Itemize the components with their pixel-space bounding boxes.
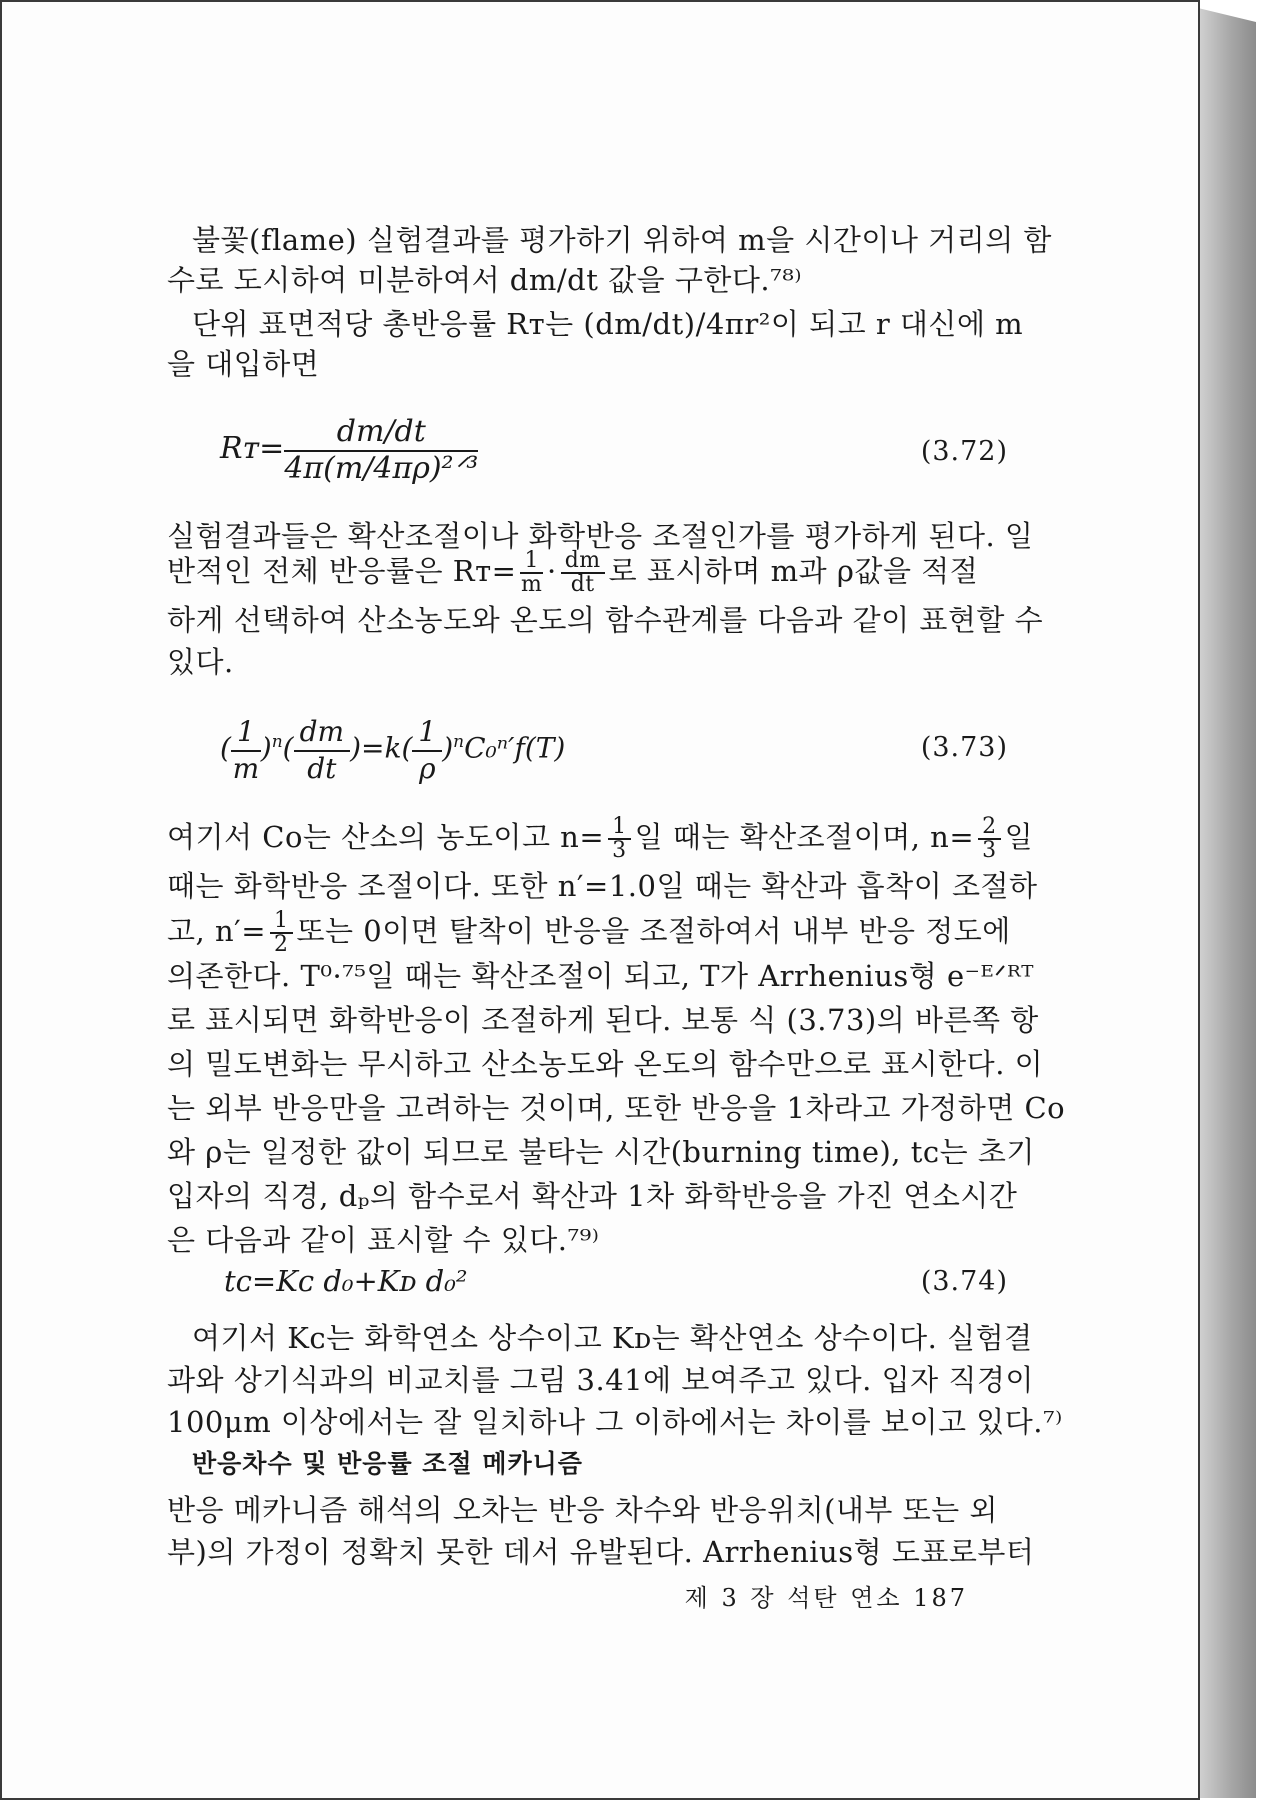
fraction-denominator: m (521, 572, 543, 597)
section-heading: 반응차수 및 반응률 조절 메카니즘 (192, 1449, 583, 1478)
text-line: 반적인 전체 반응률은 Rᴛ= $\frac{1}{m}$ · $\frac{dm}{dt}$ 로 표시하며 m과 ρ값을 적절 (167, 548, 979, 597)
fraction-denominator: ρ (419, 752, 436, 785)
equation-3-72 (220, 414, 478, 486)
inline-fraction (608, 816, 631, 862)
fraction-numerator: dm/dt (284, 414, 478, 452)
text-line: 로 표시되면 화학반응이 조절하게 된다. 보통 식 (3.73)의 바른쪽 항 (167, 1003, 1039, 1037)
text-segment: 로 표시하며 m과 ρ값을 적절 (608, 554, 979, 588)
page-edge-shadow (1198, 8, 1256, 1798)
text-line: 때는 화학반응 조절이다. 또한 n′=1.0일 때는 확산과 흡착이 조절하 (167, 869, 1038, 903)
fraction-numerator: 2 (978, 816, 1001, 840)
text-line: 여기서 Kᴄ는 화학연소 상수이고 Kᴅ는 확산연소 상수이다. 실험결 (192, 1321, 1033, 1355)
equation-3-73: ( $\frac{1}{m}$ )$^n$( $\frac{dm}{dt}$ )=k( $\frac{1}{\rho}$ )$^n$C₀ⁿ′f(T) (220, 715, 566, 785)
inline-fraction (978, 816, 1001, 862)
text-line: 있다. (167, 645, 234, 679)
equation-segment: =k (361, 731, 402, 765)
inline-fraction (520, 550, 543, 596)
text-segment: 일 때는 확산조절이며, n= (634, 820, 975, 854)
text-line: 의 밀도변화는 무시하고 산소농도와 온도의 함수만으로 표시한다. 이 (167, 1047, 1044, 1081)
text-segment: 반적인 전체 반응률은 Rᴛ= (167, 554, 517, 588)
text-line: 수로 도시하여 미분하여서 dm/dt 값을 구한다.⁷⁸⁾ (167, 263, 802, 297)
fraction-numerator: dm (294, 714, 350, 752)
fraction-denominator: 3 (982, 838, 997, 863)
text-segment: 일 (1004, 820, 1034, 854)
text-line: 는 외부 반응만을 고려하는 것이며, 또한 반응을 1차라고 가정하면 Co (167, 1091, 1066, 1125)
text-line: 실험결과들은 확산조절이나 화학반응 조절인가를 평가하게 된다. 일 (167, 519, 1034, 553)
text-segment: 고, n′= (167, 914, 267, 948)
text-line: 부)의 가정이 정확치 못한 데서 유발된다. Arrhenius형 도표로부터 (167, 1535, 1035, 1569)
text-line: 의존한다. T⁰·⁷⁵일 때는 확산조절이 되고, T가 Arrhenius형 e⁻ᴱᐟᴿᵀ (167, 959, 1034, 993)
fraction-numerator: 1 (412, 714, 442, 752)
text-line: 입자의 직경, dₚ의 함수로서 확산과 1차 화학반응을 가진 연소시간 (167, 1179, 1018, 1213)
text-segment: 여기서 Co는 산소의 농도이고 n= (167, 820, 605, 854)
fraction-numerator: 1 (520, 550, 543, 574)
text-line: 하게 선택하여 산소농도와 온도의 함수관계를 다음과 같이 표현할 수 (167, 603, 1044, 637)
fraction-numerator: 1 (270, 910, 293, 934)
equation-number: (3.74) (920, 1266, 1008, 1297)
fraction-numerator: 1 (231, 714, 261, 752)
text-line: 은 다음과 같이 표시할 수 있다.⁷⁹⁾ (167, 1223, 600, 1257)
text-line: 100μm 이상에서는 잘 일치하나 그 이하에서는 차이를 보이고 있다.⁷⁾ (167, 1405, 1063, 1439)
text-line: 불꽃(flame) 실험결과를 평가하기 위하여 m을 시간이나 거리의 함 (192, 223, 1052, 257)
inline-fraction (561, 550, 605, 596)
equation-fraction (284, 414, 478, 486)
equation-number: (3.72) (920, 436, 1008, 467)
equation-fraction (294, 714, 350, 786)
fraction-denominator: m (232, 752, 260, 785)
exponent: n (271, 732, 283, 753)
text-line (167, 910, 1011, 956)
text-line: 와 ρ는 일정한 값이 되므로 불타는 시간(burning time), tᴄ는 초기 (167, 1135, 1035, 1169)
equation-number: (3.73) (920, 732, 1008, 763)
text-segment: 또는 0이면 탈착이 반응을 조절하여서 내부 반응 정도에 (296, 914, 1011, 948)
fraction-denominator: 3 (612, 838, 627, 863)
text-line: 과와 상기식과의 비교치를 그림 3.41에 보여주고 있다. 입자 직경이 (167, 1363, 1034, 1397)
text-line (167, 816, 1033, 862)
page-footer: 제 3 장 석탄 연소 187 (684, 1584, 968, 1612)
equation-3-74: tᴄ=Kᴄ d₀+Kᴅ d₀² (224, 1264, 468, 1298)
equation-lhs: Rᴛ= (220, 431, 285, 466)
fraction-numerator: dm (561, 550, 605, 574)
fraction-denominator: 4π(m/4πρ)²ᐟ³ (284, 451, 479, 486)
exponent: n (453, 732, 465, 753)
fraction-denominator: dt (570, 572, 595, 597)
fraction-denominator: dt (307, 752, 337, 785)
inline-fraction (270, 910, 293, 956)
equation-segment: C₀ⁿ′f(T) (464, 731, 566, 765)
text-line: 을 대입하면 (167, 347, 320, 381)
text-line: 단위 표면적당 총반응률 Rᴛ는 (dm/dt)/4πr²이 되고 r 대신에 m (192, 307, 1024, 341)
equation-fraction (231, 714, 261, 786)
text-line: 반응 메카니즘 해석의 오차는 반응 차수와 반응위치(내부 또는 외 (167, 1493, 998, 1527)
fraction-denominator: 2 (274, 932, 289, 957)
equation-fraction (412, 714, 442, 786)
fraction-numerator: 1 (608, 816, 631, 840)
